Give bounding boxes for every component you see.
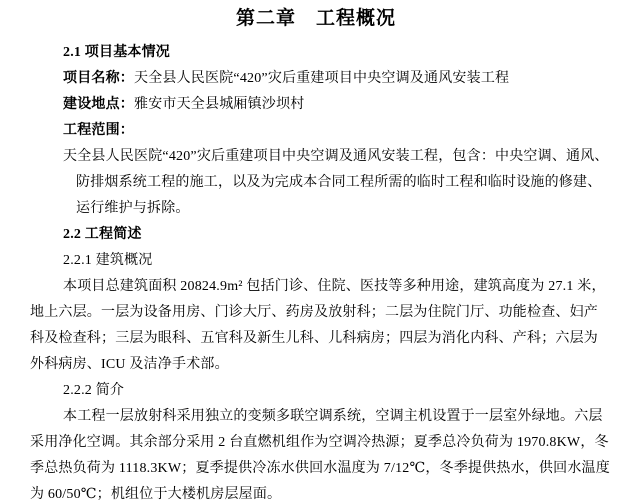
location-line [63, 92, 602, 118]
scope-label-line [63, 118, 602, 144]
section-heading-2-2-2: 2.2.2 简介 [63, 383, 125, 398]
scope-text-line-2: 防排烟系统工程的施工，以及为完成本合同工程所需的临时工程和临时设施的修建、 [76, 175, 602, 190]
scope-label: 工程范围： [63, 123, 134, 138]
section-heading-2-2-1: 2.2.1 建筑概况 [63, 253, 153, 268]
intro-line-3: 季总热负荷为 1118.3KW；夏季提供冷冻水供回水温度为 7/12℃，冬季提供热水，供回水温度 [30, 461, 610, 476]
intro-line-4: 为 60/50℃；机组位于大楼机房层屋面。 [30, 487, 282, 502]
intro-line-2: 采用净化空调。其余部分采用 2 台直燃机组作为空调冷热源；夏季总冷负荷为 1970.8KW，冬 [30, 435, 609, 450]
scope-text-line-1: 天全县人民医院“420”灾后重建项目中央空调及通风安装工程，包含：中央空调、通风、 [63, 149, 609, 164]
building-overview-line-4: 外科病房、ICU 及洁净手术部。 [30, 357, 229, 372]
location-value: 雅安市天全县城厢镇沙坝村 [134, 97, 305, 112]
building-overview-line-3: 科及检查科；三层为眼科、五官科及新生儿科、儿科病房；四层为消化内科、产科；六层为 [30, 331, 598, 346]
section-heading-2-1: 2.1 项目基本情况 [63, 45, 170, 60]
building-overview-line-1: 本项目总建筑面积 20824.9m² 包括门诊、住院、医技等多种用途，建筑高度为 27.1 米， [63, 279, 606, 294]
project-name-line [63, 66, 602, 92]
scope-text-line-3: 运行维护与拆除。 [76, 201, 190, 216]
project-name-label: 项目名称： [63, 71, 134, 86]
location-label: 建设地点： [63, 97, 134, 112]
project-name-value: 天全县人民医院“420”灾后重建项目中央空调及通风安装工程 [134, 71, 510, 86]
intro-line-1: 本工程一层放射科采用独立的变频多联空调系统，空调主机设置于一层室外绿地。六层 [63, 409, 603, 424]
section-heading-2-2: 2.2 工程简述 [63, 227, 142, 242]
building-overview-line-2: 地上六层。一层为设备用房、门诊大厅、药房及放射科；二层为住院门厅、功能检查、妇产 [30, 305, 598, 320]
chapter-title: 第二章 工程概况 [235, 8, 396, 29]
